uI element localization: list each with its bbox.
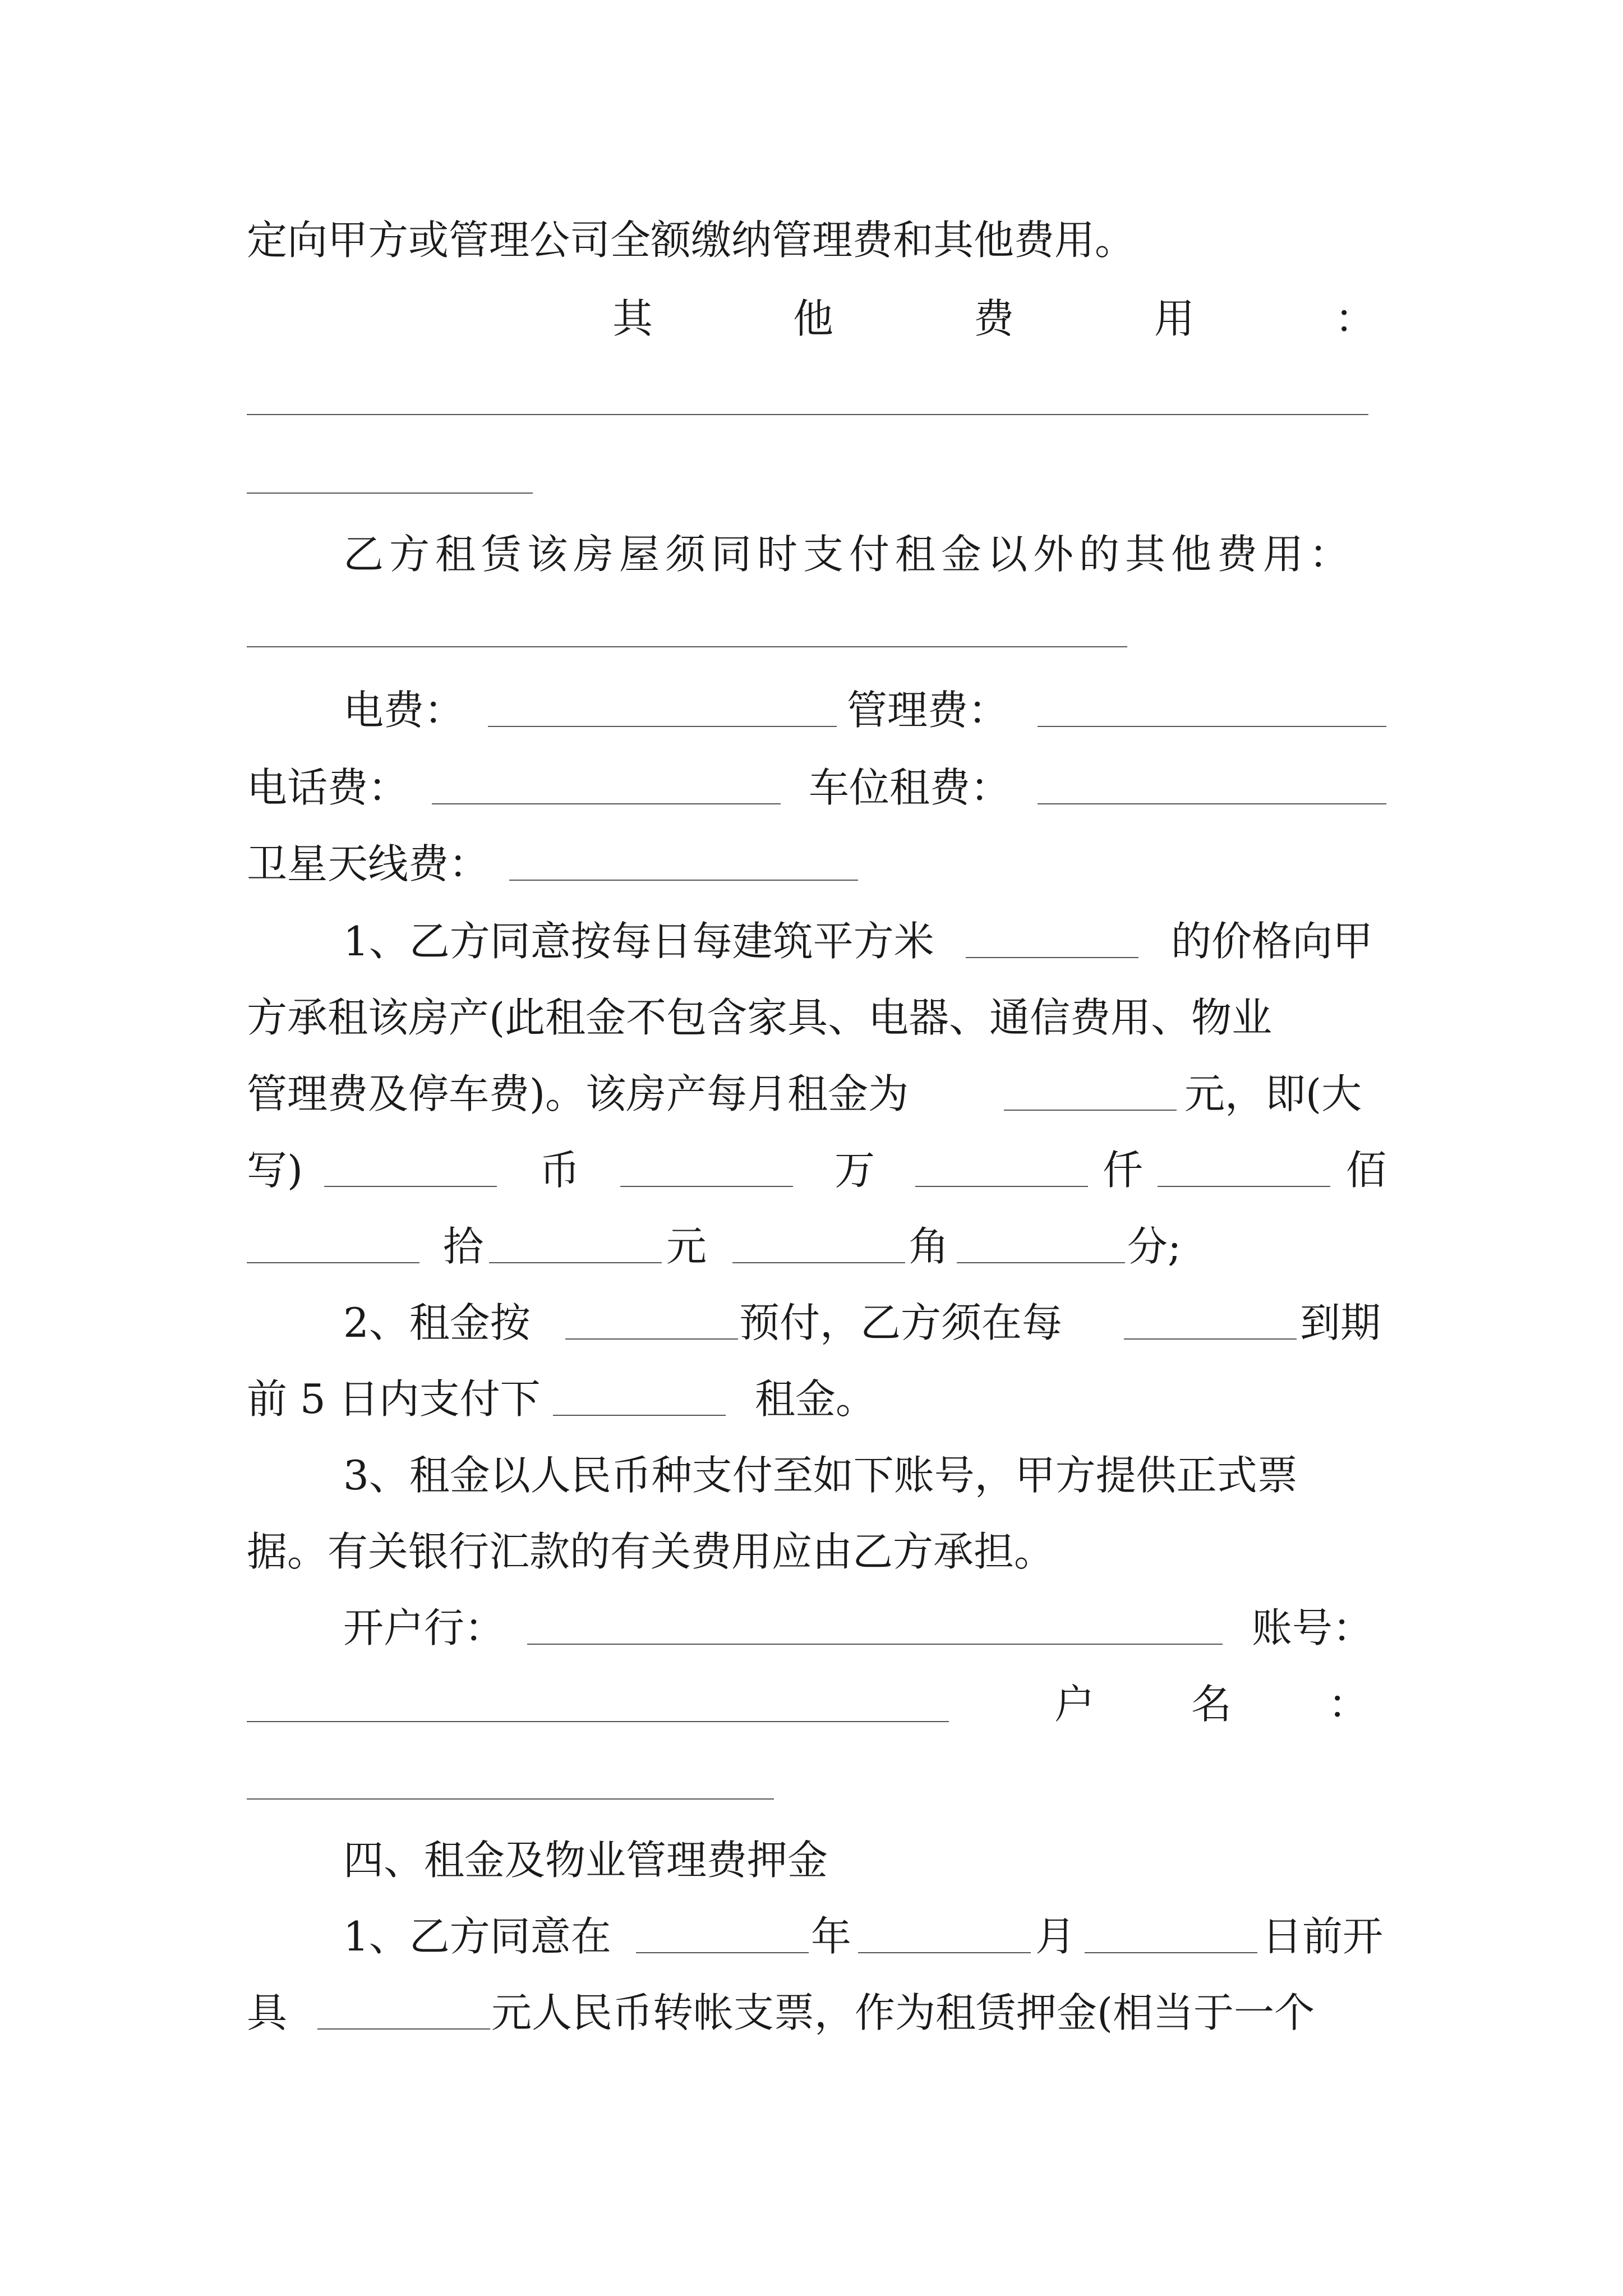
blank-line-other-fees-1[interactable] [247, 414, 1368, 415]
blank-account-name[interactable] [247, 1798, 774, 1800]
clause-2-text-c: 到期 [1300, 1299, 1381, 1346]
clause-1-line-4d: 仟 [1103, 1147, 1144, 1194]
label-satellite-fee: 卫星天线费： [247, 840, 490, 887]
clause-1-line-4e: 佰 [1346, 1147, 1387, 1194]
clause-1-line-4a: 写) [247, 1147, 303, 1194]
s4-1-text-b: 年 [811, 1913, 852, 1960]
clause-3-line-2: 据。有关银行汇款的有关费用应由乙方承担。 [247, 1528, 1055, 1575]
blank-currency[interactable] [324, 1186, 497, 1187]
section-4-heading: 四、租金及物业管理费押金 [343, 1837, 828, 1884]
clause-1-line-3a: 管理费及停车费)。该房产每月租金为 [247, 1070, 909, 1117]
clause-2-text-b: 预付，乙方须在每 [739, 1299, 1063, 1346]
label-parking-fee: 车位租费： [809, 764, 1011, 811]
other-fees-char-4: 用 [1154, 295, 1195, 342]
clause-3-line-1: 3、租金以人民币种支付至如下账号，甲方提供正式票 [343, 1452, 1298, 1499]
clause-2-line-2b: 租金。 [755, 1375, 877, 1423]
blank-account[interactable] [247, 1721, 949, 1722]
other-fees-char-2: 他 [792, 295, 833, 342]
blank-bank[interactable] [527, 1644, 1223, 1645]
blank-wan[interactable] [620, 1186, 793, 1187]
clause-1-line-2: 方承租该房产(此租金不包含家具、电器、通信费用、物业 [247, 994, 1272, 1041]
clause-1-text-a: 1、乙方同意按每日每建筑平方米 [343, 918, 934, 965]
account-name-label [1054, 1681, 1368, 1728]
other-fees-char-3: 费 [973, 295, 1014, 342]
clause-1-line-4b: 币 [540, 1147, 580, 1194]
blank-deposit-amount[interactable] [317, 2028, 490, 2030]
account-name-char-2: 名 [1191, 1681, 1232, 1728]
other-fees-heading [612, 295, 1375, 342]
blank-satellite-fee[interactable] [509, 880, 858, 881]
blank-payment-period[interactable] [1124, 1338, 1297, 1340]
clause-1-line-4c: 万 [834, 1147, 875, 1194]
clause-1-line-5b: 元 [666, 1223, 707, 1270]
blank-bai[interactable] [1158, 1186, 1330, 1187]
label-bank: 开户行： [343, 1604, 505, 1651]
label-phone-fee: 电话费： [247, 764, 409, 811]
blank-line-other-fees-2[interactable] [247, 493, 533, 494]
account-name-char-3: ： [1327, 1681, 1368, 1728]
clause-1-line-5d: 分; [1127, 1223, 1182, 1270]
blank-yuan[interactable] [732, 1262, 905, 1263]
blank-parking-fee[interactable] [1038, 803, 1386, 804]
s4-1-text-c: 月 [1035, 1913, 1076, 1960]
blank-line-other-costs[interactable] [247, 646, 1127, 647]
blank-electric-fee[interactable] [488, 726, 837, 727]
blank-monthly-rent[interactable] [1004, 1110, 1177, 1111]
blank-price-per-sqm[interactable] [966, 957, 1138, 958]
blank-deposit-month[interactable] [858, 1952, 1031, 1953]
account-name-char-1: 户 [1054, 1681, 1095, 1728]
text-line-other-costs: 乙方租赁该房屋须同时支付租金以外的其他费用： [343, 531, 1355, 578]
blank-bai-amount[interactable] [247, 1262, 419, 1263]
blank-payment-basis[interactable] [565, 1338, 738, 1340]
clause-1-line-5a: 拾 [443, 1223, 484, 1270]
blank-next-period[interactable] [553, 1415, 726, 1416]
clause-1-line-3b: 元，即(大 [1184, 1070, 1362, 1117]
other-fees-char-5: ： [1334, 295, 1375, 342]
label-account: 账号： [1252, 1604, 1373, 1651]
s4-2-text-b: 元人民币转帐支票，作为租赁押金(相当于一个 [491, 1989, 1315, 2036]
blank-deposit-year[interactable] [636, 1952, 809, 1953]
other-fees-char-1: 其 [612, 295, 653, 342]
clause-2-line-2a: 前 5 日内支付下 [247, 1375, 541, 1423]
blank-phone-fee[interactable] [432, 803, 781, 804]
clause-2-text-a: 2、租金按 [343, 1299, 531, 1346]
s4-1-text-d: 日前开 [1262, 1913, 1384, 1960]
text-line-1: 定向甲方或管理公司全额缴纳管理费和其他费用。 [247, 217, 1136, 264]
label-electric-fee: 电费： [343, 687, 465, 734]
blank-jiao[interactable] [957, 1262, 1125, 1263]
clause-1-text-b: 的价格向甲 [1171, 918, 1373, 965]
s4-1-text-a: 1、乙方同意在 [343, 1913, 611, 1960]
label-management-fee: 管理费： [847, 687, 1009, 734]
s4-2-text-a: 具 [247, 1989, 288, 2036]
clause-1-line-5c: 角 [909, 1223, 949, 1270]
blank-deposit-day[interactable] [1085, 1952, 1257, 1953]
blank-management-fee[interactable] [1038, 726, 1386, 727]
blank-shi[interactable] [489, 1262, 662, 1263]
blank-qian[interactable] [915, 1186, 1088, 1187]
